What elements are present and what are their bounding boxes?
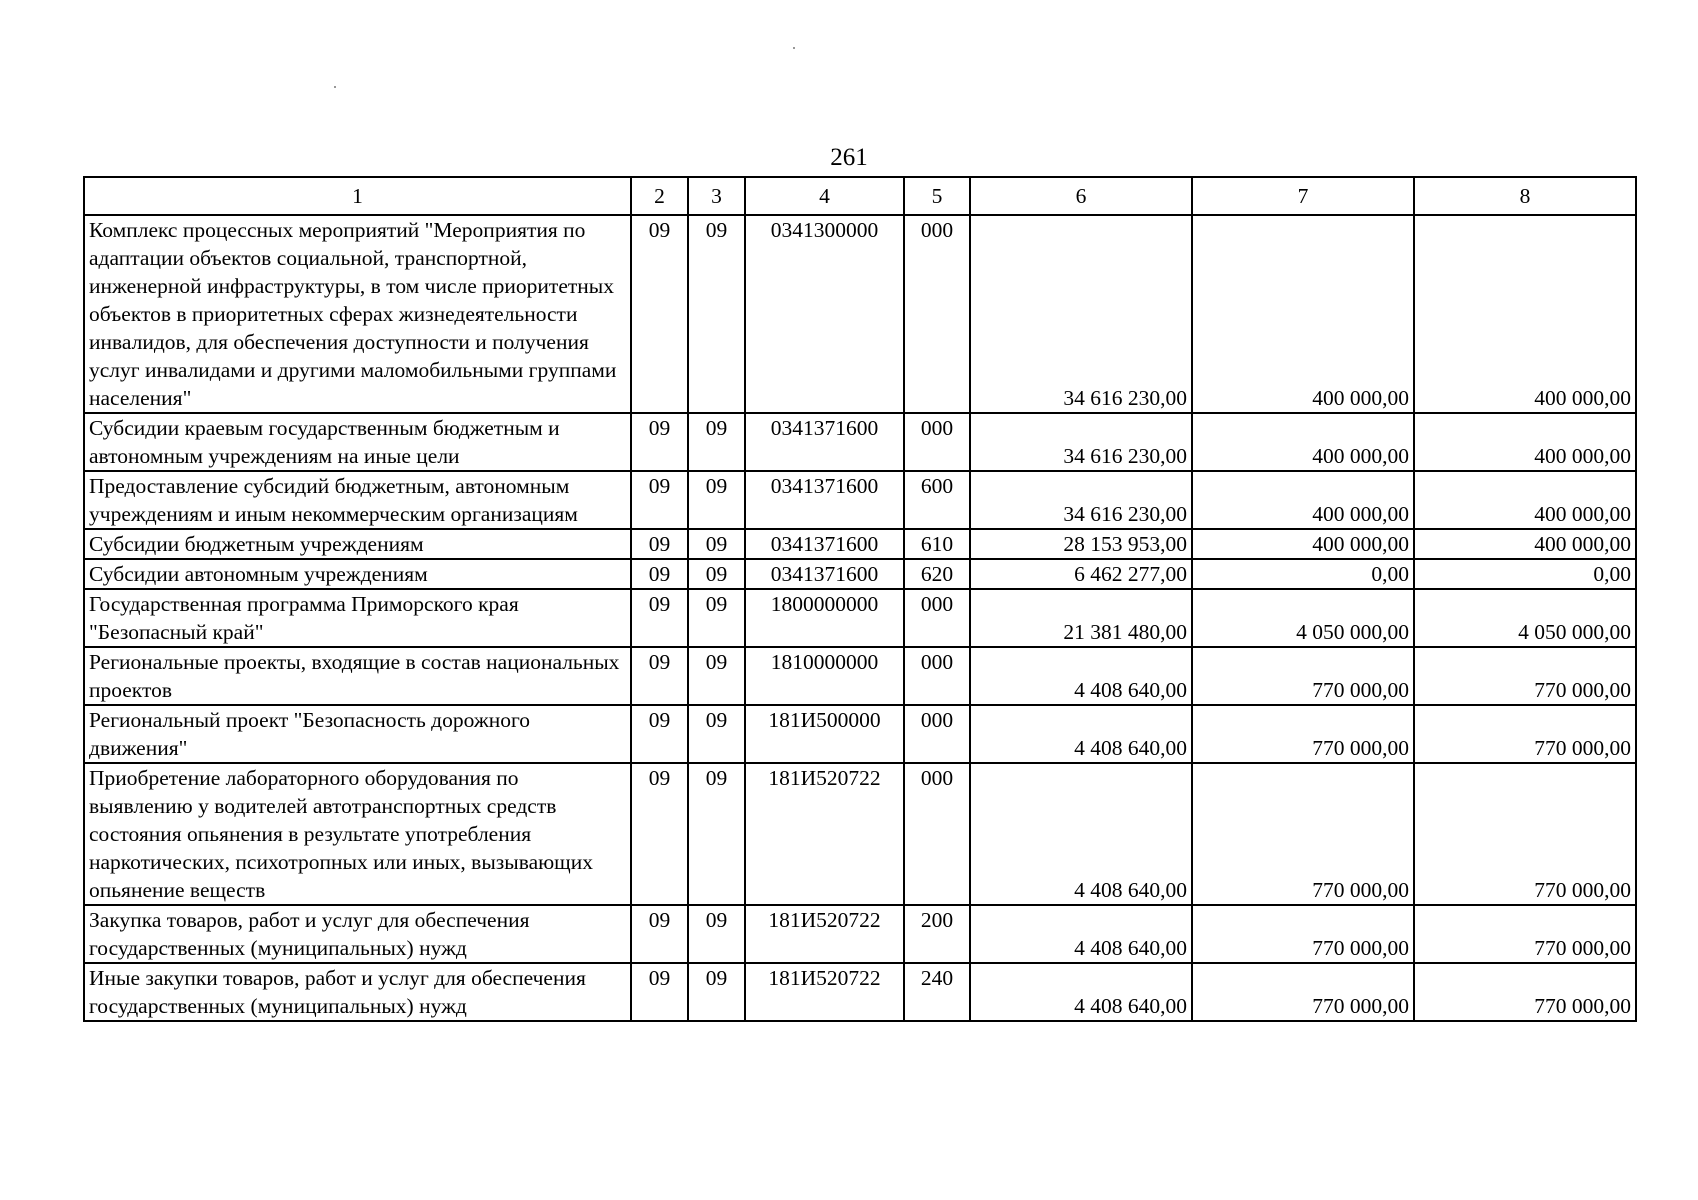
table-row <box>84 705 1636 763</box>
budget-table <box>83 176 1637 1022</box>
column-header: 8 <box>1414 177 1636 215</box>
amount-year-2: 770 000,00 <box>1192 963 1414 1021</box>
table-row <box>84 963 1636 1021</box>
amount-year-3: 770 000,00 <box>1414 705 1636 763</box>
column-header: 1 <box>84 177 631 215</box>
expense-type-code: 240 <box>904 963 970 1021</box>
amount-year-3: 400 000,00 <box>1414 529 1636 559</box>
amount-year-1: 4 408 640,00 <box>970 647 1192 705</box>
scan-speck <box>334 86 336 88</box>
column-header: 5 <box>904 177 970 215</box>
target-article-code: 0341371600 <box>745 559 904 589</box>
target-article-code: 181И520722 <box>745 763 904 905</box>
expense-type-code: 000 <box>904 647 970 705</box>
amount-year-2: 400 000,00 <box>1192 413 1414 471</box>
table-row <box>84 215 1636 413</box>
table-row <box>84 905 1636 963</box>
section-code: 09 <box>631 413 688 471</box>
target-article-code: 1800000000 <box>745 589 904 647</box>
section-code: 09 <box>631 471 688 529</box>
amount-year-1: 4 408 640,00 <box>970 763 1192 905</box>
expense-type-code: 620 <box>904 559 970 589</box>
page-number: 261 <box>830 144 868 171</box>
amount-year-2: 4 050 000,00 <box>1192 589 1414 647</box>
expense-type-code: 000 <box>904 413 970 471</box>
section-code: 09 <box>631 763 688 905</box>
target-article-code: 181И520722 <box>745 963 904 1021</box>
subsection-code: 09 <box>688 963 745 1021</box>
amount-year-1: 6 462 277,00 <box>970 559 1192 589</box>
column-header: 4 <box>745 177 904 215</box>
section-code: 09 <box>631 215 688 413</box>
amount-year-3: 770 000,00 <box>1414 647 1636 705</box>
amount-year-2: 400 000,00 <box>1192 529 1414 559</box>
amount-year-3: 400 000,00 <box>1414 471 1636 529</box>
amount-year-1: 4 408 640,00 <box>970 705 1192 763</box>
target-article-code: 1810000000 <box>745 647 904 705</box>
amount-year-2: 770 000,00 <box>1192 905 1414 963</box>
target-article-code: 0341371600 <box>745 413 904 471</box>
row-name: Государственная программа Приморского края "Безопасный край" <box>84 589 631 647</box>
subsection-code: 09 <box>688 647 745 705</box>
expense-type-code: 000 <box>904 705 970 763</box>
amount-year-3: 0,00 <box>1414 559 1636 589</box>
subsection-code: 09 <box>688 905 745 963</box>
expense-type-code: 000 <box>904 589 970 647</box>
table-row <box>84 471 1636 529</box>
amount-year-2: 400 000,00 <box>1192 215 1414 413</box>
expense-type-code: 610 <box>904 529 970 559</box>
section-code: 09 <box>631 905 688 963</box>
row-name: Региональные проекты, входящие в состав национальных проектов <box>84 647 631 705</box>
target-article-code: 181И500000 <box>745 705 904 763</box>
amount-year-1: 28 153 953,00 <box>970 529 1192 559</box>
row-name: Региональный проект "Безопасность дорожного движения" <box>84 705 631 763</box>
subsection-code: 09 <box>688 705 745 763</box>
section-code: 09 <box>631 589 688 647</box>
row-name: Комплекс процессных мероприятий "Мероприятия по адаптации объектов социальной, транспортной, инженерной инфраструктуры, в том числе приоритетных объектов в приоритетных сферах жизнедеятельности инвалидов, для обеспечения доступности и получения услуг инвалидами и другими маломобильными группами населения" <box>84 215 631 413</box>
header-row <box>84 177 1636 215</box>
amount-year-3: 770 000,00 <box>1414 905 1636 963</box>
subsection-code: 09 <box>688 589 745 647</box>
row-name: Предоставление субсидий бюджетным, автономным учреждениям и иным некоммерческим организациям <box>84 471 631 529</box>
subsection-code: 09 <box>688 559 745 589</box>
column-header: 7 <box>1192 177 1414 215</box>
expense-type-code: 000 <box>904 215 970 413</box>
amount-year-1: 34 616 230,00 <box>970 471 1192 529</box>
subsection-code: 09 <box>688 215 745 413</box>
amount-year-1: 4 408 640,00 <box>970 963 1192 1021</box>
subsection-code: 09 <box>688 413 745 471</box>
amount-year-2: 0,00 <box>1192 559 1414 589</box>
row-name: Иные закупки товаров, работ и услуг для обеспечения государственных (муниципальных) нужд <box>84 963 631 1021</box>
subsection-code: 09 <box>688 763 745 905</box>
row-name: Приобретение лабораторного оборудования по выявлению у водителей автотранспортных средств состояния опьянения в результате употребления наркотических, психотропных или иных, вызывающих опьянение веществ <box>84 763 631 905</box>
amount-year-3: 770 000,00 <box>1414 963 1636 1021</box>
row-name: Закупка товаров, работ и услуг для обеспечения государственных (муниципальных) нужд <box>84 905 631 963</box>
row-name: Субсидии краевым государственным бюджетным и автономным учреждениям на иные цели <box>84 413 631 471</box>
table-body <box>84 215 1636 1021</box>
target-article-code: 0341371600 <box>745 471 904 529</box>
section-code: 09 <box>631 705 688 763</box>
row-name: Субсидии бюджетным учреждениям <box>84 529 631 559</box>
amount-year-3: 770 000,00 <box>1414 763 1636 905</box>
table-row <box>84 589 1636 647</box>
column-header: 2 <box>631 177 688 215</box>
amount-year-1: 34 616 230,00 <box>970 215 1192 413</box>
section-code: 09 <box>631 963 688 1021</box>
expense-type-code: 000 <box>904 763 970 905</box>
column-header: 6 <box>970 177 1192 215</box>
amount-year-1: 4 408 640,00 <box>970 905 1192 963</box>
table-row <box>84 559 1636 589</box>
column-header: 3 <box>688 177 745 215</box>
amount-year-2: 770 000,00 <box>1192 705 1414 763</box>
subsection-code: 09 <box>688 529 745 559</box>
target-article-code: 0341371600 <box>745 529 904 559</box>
section-code: 09 <box>631 529 688 559</box>
table-row <box>84 413 1636 471</box>
amount-year-1: 34 616 230,00 <box>970 413 1192 471</box>
amount-year-1: 21 381 480,00 <box>970 589 1192 647</box>
table-row <box>84 647 1636 705</box>
subsection-code: 09 <box>688 471 745 529</box>
target-article-code: 181И520722 <box>745 905 904 963</box>
amount-year-2: 770 000,00 <box>1192 763 1414 905</box>
target-article-code: 0341300000 <box>745 215 904 413</box>
amount-year-3: 4 050 000,00 <box>1414 589 1636 647</box>
amount-year-3: 400 000,00 <box>1414 413 1636 471</box>
expense-type-code: 200 <box>904 905 970 963</box>
amount-year-2: 400 000,00 <box>1192 471 1414 529</box>
amount-year-3: 400 000,00 <box>1414 215 1636 413</box>
scan-speck <box>793 47 795 49</box>
section-code: 09 <box>631 559 688 589</box>
expense-type-code: 600 <box>904 471 970 529</box>
table-row <box>84 529 1636 559</box>
section-code: 09 <box>631 647 688 705</box>
amount-year-2: 770 000,00 <box>1192 647 1414 705</box>
table-row <box>84 763 1636 905</box>
row-name: Субсидии автономным учреждениям <box>84 559 631 589</box>
